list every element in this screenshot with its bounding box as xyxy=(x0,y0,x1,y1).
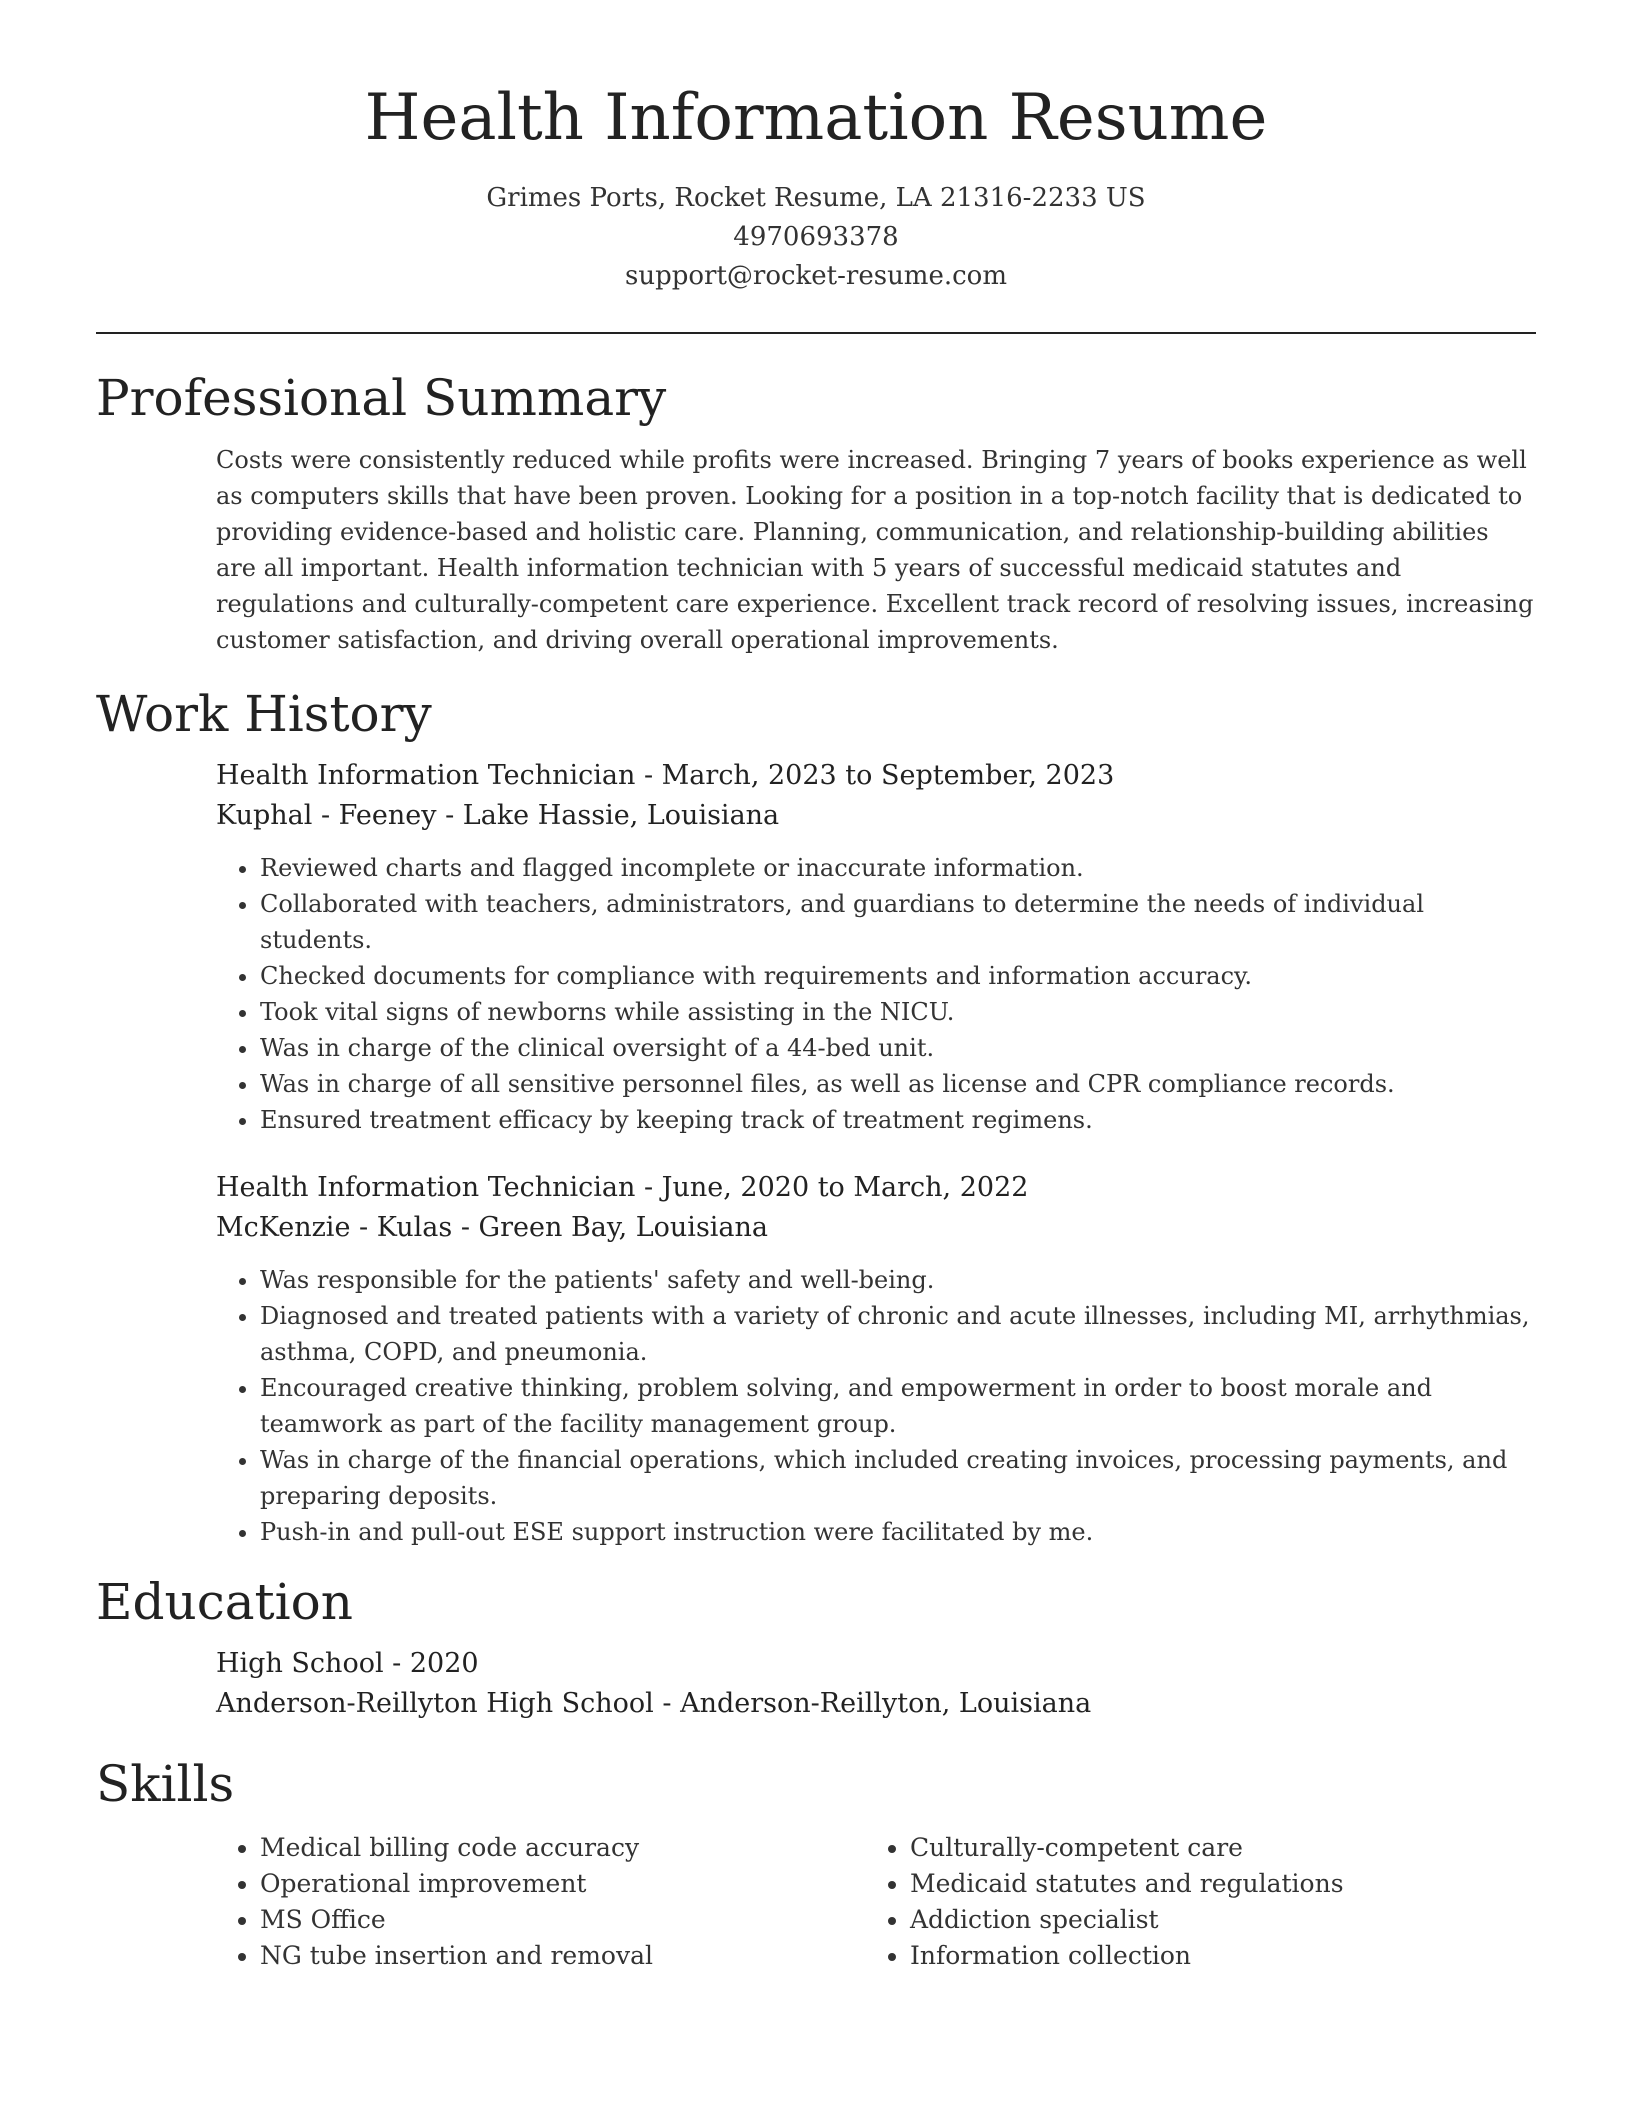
job-entry xyxy=(216,756,1536,1138)
education-school: Anderson-Reillyton High School xyxy=(216,1687,654,1719)
skill-item: • Operational improvement xyxy=(260,1866,866,1902)
skills-column-right xyxy=(866,1830,1516,1974)
job-company: McKenzie - Kulas xyxy=(216,1211,453,1243)
header-divider xyxy=(96,332,1536,334)
contact-address: Grimes Ports, Rocket Resume, LA 21316-2233 US xyxy=(486,182,1146,213)
education-degree: High School xyxy=(216,1647,384,1679)
list-item: • Push-in and pull-out ESE support instruction were facilitated by me. xyxy=(260,1514,1536,1550)
work-history-section xyxy=(96,684,1536,1550)
education-year: - 2020 xyxy=(383,1647,479,1679)
list-item: • Reviewed charts and flagged incomplete or inaccurate information. xyxy=(260,850,1536,886)
summary-heading: Professional Summary xyxy=(96,368,667,427)
job-company-line xyxy=(216,796,1536,836)
skills-heading: Skills xyxy=(96,1754,235,1813)
list-item: • Was in charge of all sensitive personnel files, as well as license and CPR compliance records. xyxy=(260,1066,1536,1102)
skills-column-left xyxy=(216,1830,866,1974)
skill-item: • Medical billing code accuracy xyxy=(260,1830,866,1866)
list-item: • Checked documents for compliance with requirements and information accuracy. xyxy=(260,958,1536,994)
job-role: Health Information Technician xyxy=(216,1171,636,1203)
skills-grid xyxy=(216,1830,1536,1974)
job-company: Kuphal - Feeney xyxy=(216,799,437,831)
job-dates: - June, 2020 to March, 2022 xyxy=(635,1171,1029,1203)
education-heading: Education xyxy=(96,1572,353,1631)
skill-item: • Medicaid statutes and regulations xyxy=(910,1866,1516,1902)
job-title-line xyxy=(216,756,1536,796)
job-title-line xyxy=(216,1168,1536,1208)
work-history-heading: Work History xyxy=(96,684,432,743)
list-item: • Diagnosed and treated patients with a variety of chronic and acute illnesses, including MI, arrhythmias, asthma, COPD, and pneumonia. xyxy=(260,1298,1536,1370)
contact-email: support@rocket-resume.com xyxy=(624,260,1007,291)
job-company-line xyxy=(216,1208,1536,1248)
list-item: • Was responsible for the patients' safety and well-being. xyxy=(260,1262,1536,1298)
resume-title: Health Information Resume xyxy=(364,81,1268,155)
list-item: • Encouraged creative thinking, problem solving, and empowerment in order to boost morale and teamwork as part of the facility management group. xyxy=(260,1370,1536,1442)
resume-header xyxy=(96,80,1536,296)
contact-phone: 4970693378 xyxy=(733,221,899,252)
skill-item: • Culturally-competent care xyxy=(910,1830,1516,1866)
education-degree-line xyxy=(216,1644,1536,1684)
summary-section xyxy=(96,368,1536,658)
education-section xyxy=(96,1572,1536,1724)
list-item: • Was in charge of the clinical oversight of a 44-bed unit. xyxy=(260,1030,1536,1066)
list-item: • Collaborated with teachers, administrators, and guardians to determine the needs of individual students. xyxy=(260,886,1536,958)
job-location: - Green Bay, Louisiana xyxy=(452,1211,769,1243)
job-entry xyxy=(216,1168,1536,1550)
job-role: Health Information Technician xyxy=(216,759,636,791)
list-item: • Took vital signs of newborns while assisting in the NICU. xyxy=(260,994,1536,1030)
job-location: - Lake Hassie, Louisiana xyxy=(436,799,780,831)
job-bullets xyxy=(216,850,1536,1138)
job-dates: - March, 2023 to September, 2023 xyxy=(635,759,1115,791)
skill-item: • NG tube insertion and removal xyxy=(260,1938,866,1974)
education-location: - Anderson-Reillyton, Louisiana xyxy=(653,1687,1092,1719)
list-item: • Was in charge of the financial operations, which included creating invoices, processing payments, and preparing deposits. xyxy=(260,1442,1536,1514)
skills-section xyxy=(96,1754,1536,1974)
contact-block xyxy=(96,179,1536,296)
summary-text: Costs were consistently reduced while profits were increased. Bringing 7 years of books experience as well as computers skills that have been proven. Looking for a position in a top-notch facility that is dedicated to providing evidence-based and holistic care. Planning, communication, and relationship-building abilities are all important. Health information technician with 5 years of successful medicaid statutes and regulations and culturally-competent care experience. Excellent track record of resolving issues, increasing customer satisfaction, and driving overall operational improvements. xyxy=(216,445,1534,654)
job-bullets xyxy=(216,1262,1536,1550)
skill-item: • Addiction specialist xyxy=(910,1902,1516,1938)
skill-item: • MS Office xyxy=(260,1902,866,1938)
skill-item: • Information collection xyxy=(910,1938,1516,1974)
list-item: • Ensured treatment efficacy by keeping track of treatment regimens. xyxy=(260,1102,1536,1138)
education-school-line xyxy=(216,1684,1536,1724)
